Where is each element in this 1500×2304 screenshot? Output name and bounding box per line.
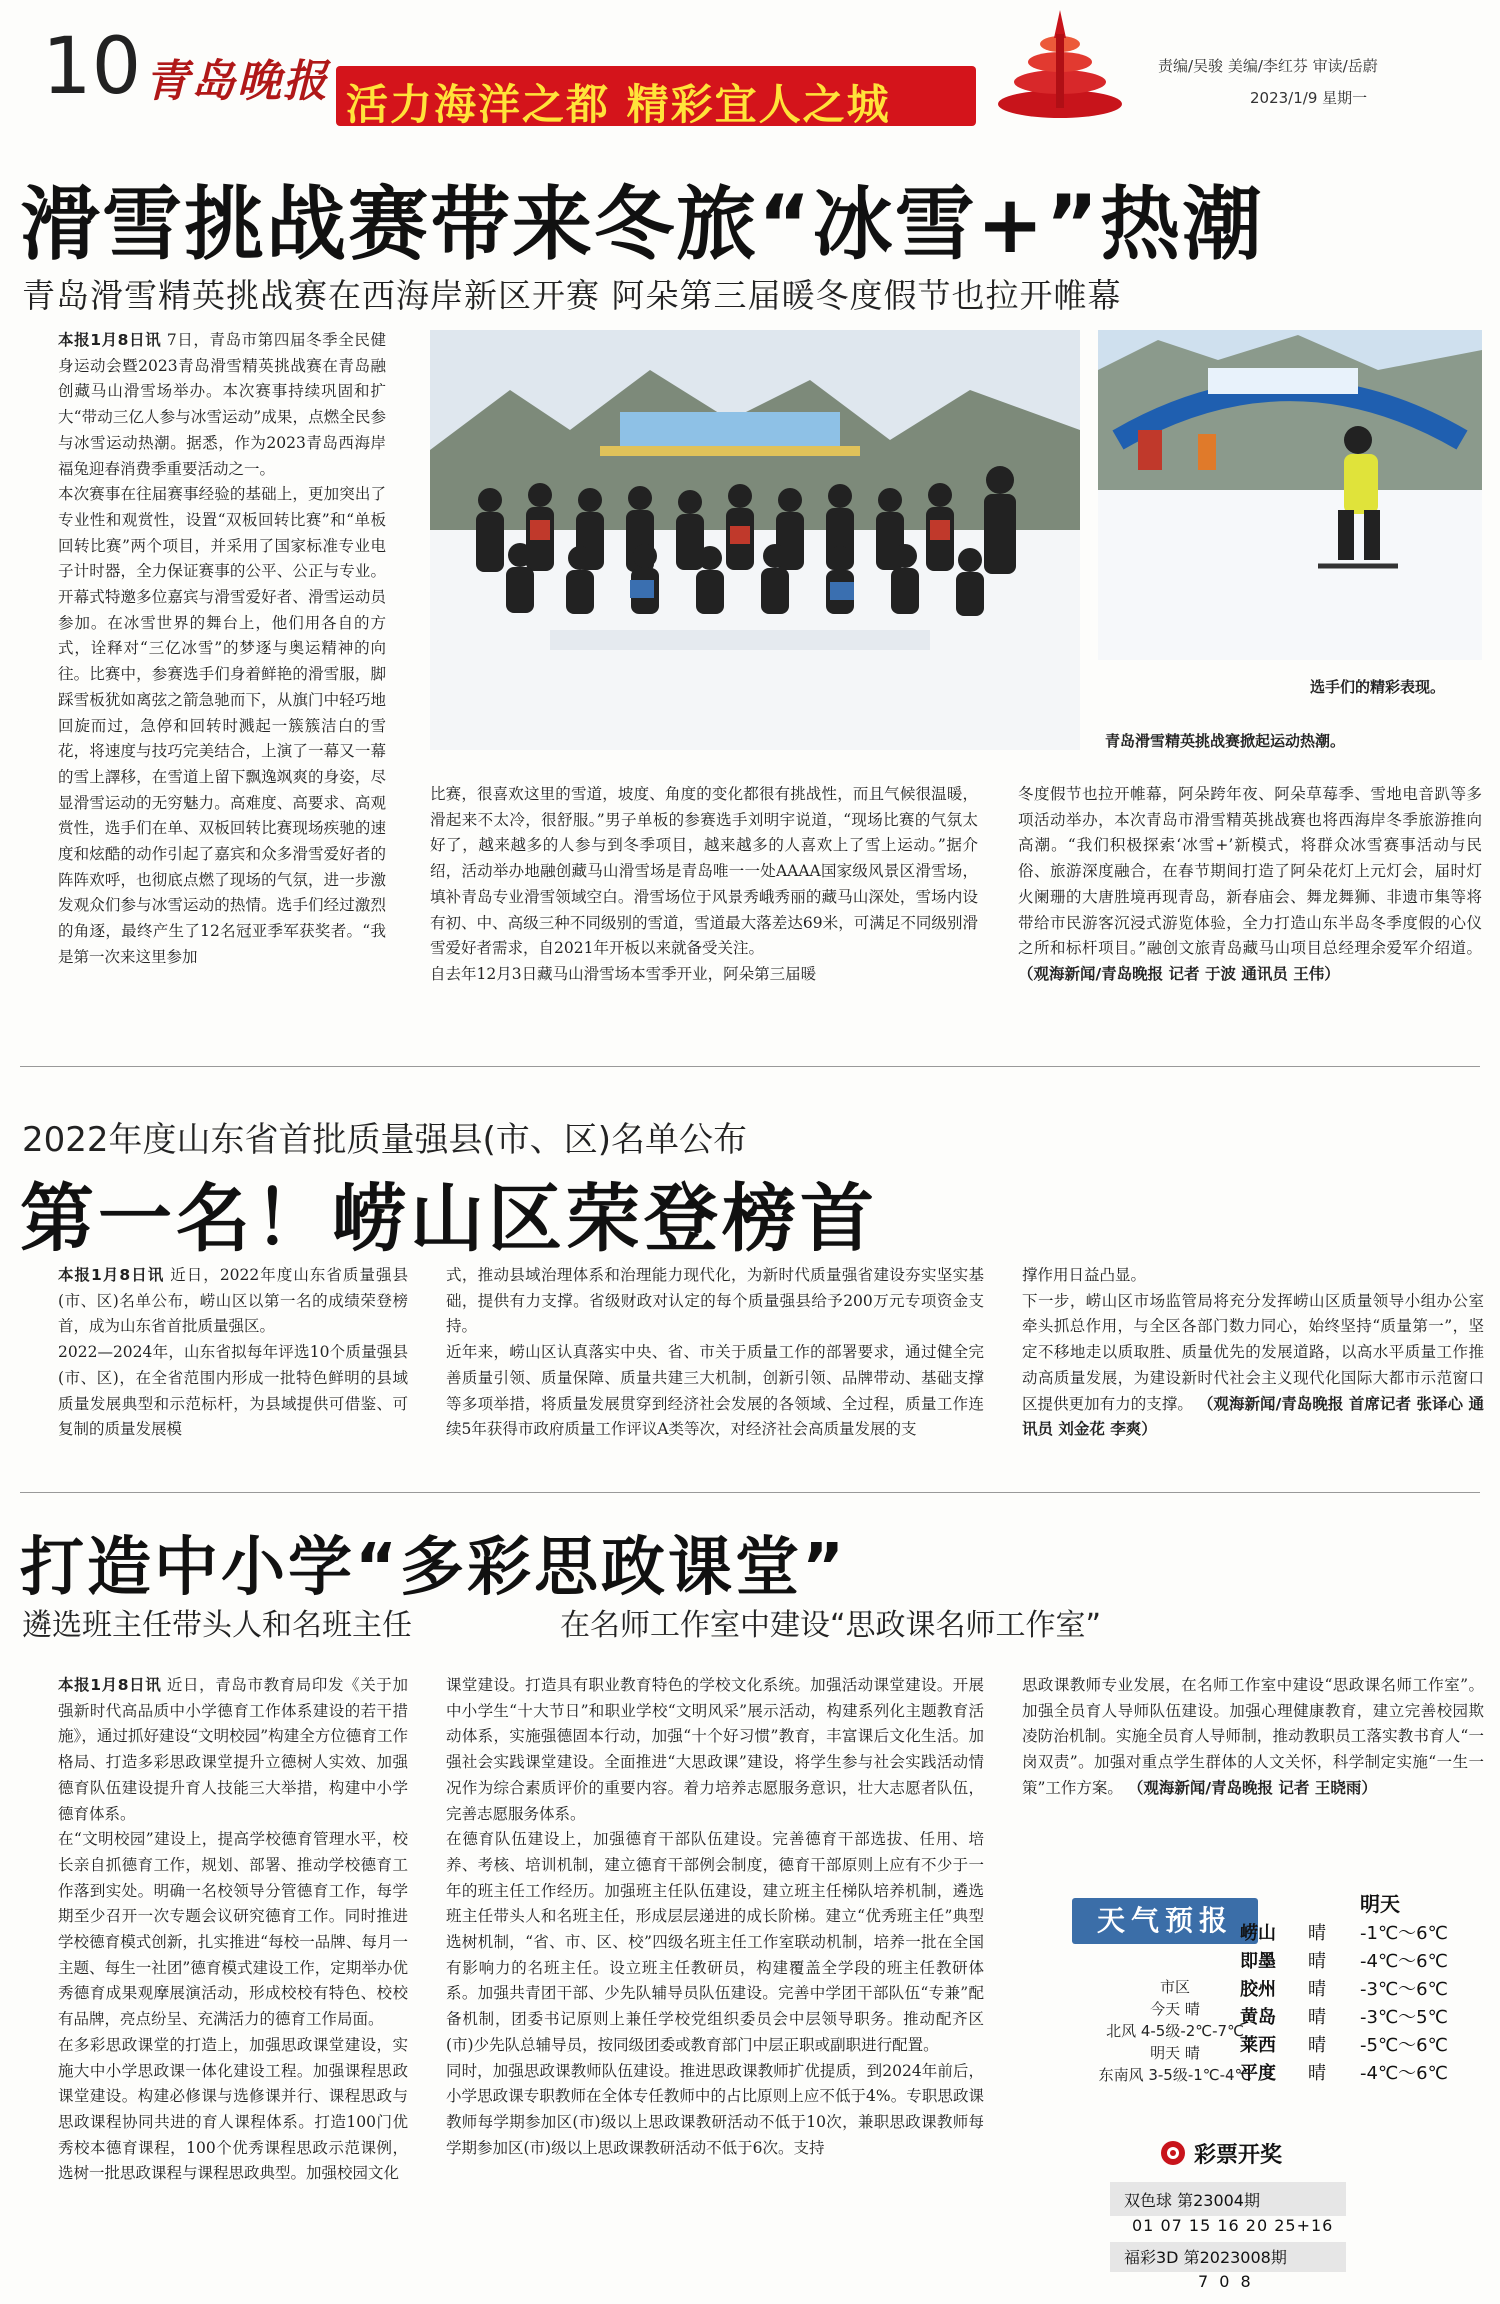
story3-column-2: 课堂建设。打造具有职业教育特色的学校文化系统。加强活动课堂建设。开展中小学生“十大节日”和职业学校“文明风采”展示活动，构建系列化主题教育活动体系，实施强德固本行动，加强“十个好习惯”教育，丰富课后文化生活。加强社会实践课堂建设。全面推进“大思政课”建设，将学生参与社会实践活动情况作为综合素质评价的重要内容。着力培养志愿服务意识，壮大志愿者队伍，完善志愿服务体系。 在德育队伍建设上，加强德育干部队伍建设。完善德育干部选拔、任用、培养、考核、培训机制，建立德育干部例会制度，德育干部原则上应有不少于一年的班主任工作经历。加强班主任队伍建设，建立班主任梯队培养机制，遴选班主任带头人和名班主任，形成层层递进的成长阶梯。建立“优秀班主任”典型选树机制，“省、市、区、校”四级名班主任工作室联动机制，培养一批在全国有影响力的名班主任。设立班主任教研员，构建覆盖全学段的班主任教研体系。加强共青团干部、少先队辅导员队伍建设。完善中学团干部队伍“专兼”配备机制，团委书记原则上兼任学校党组织委员会中层领导职务。推动配齐区(市)少先队总辅导员，按同级团委或教育部门中层正职或副职进行配置。 同时，加强思政课教师队伍建设。推进思政课教师扩优提质，到2024年前后，小学思政课专职教师在全体专任教师中的占比原则上应不低于4%。专职思政课教师每学期参加区(市)级以上思政课教研活动不低于10次，兼职思政课教师每学期参加区(市)级以上思政课教研活动不低于6次。支持 [446,1676,984,2157]
double-color-ball-label: 双色球 第23004期 [1124,2191,1260,2210]
weather-today-label: 今天 晴 [1150,2000,1200,2018]
forecast-temp: -1℃～6℃ [1360,1923,1448,1944]
forecast-weather: 晴 [1308,1979,1326,2000]
fucai-3d-label: 福彩3D 第2023008期 [1124,2248,1287,2267]
forecast-weather: 晴 [1308,1923,1326,1944]
forecast-city: 平度 [1240,2063,1276,2084]
weather-box [1030,1880,1482,2130]
story2-headline: 第一名！崂山区荣登榜首 [20,1176,878,1262]
forecast-city: 莱西 [1240,2035,1276,2056]
story1-body-1: 7日，青岛市第四届冬季全民健身运动会暨2023青岛滑雪精英挑战赛在青岛融创藏马山滑雪场举办。本次赛事持续巩固和扩大“带动三亿人参与冰雪运动”成果，点燃全民参与冰雪运动热潮。据悉，作为2023青岛西海岸福兔迎春消费季重要活动之一。 本次赛事在往届赛事经验的基础上，更加突出了专业性和观赏性，设置“双板回转比赛”和“单板回转比赛”两个项目，并采用了国家标准专业电子计时器，全力保证赛事的公平、公正与专业。开幕式特邀多位嘉宾与滑雪爱好者、滑雪运动员参加。在冰雪世界的舞台上，他们用各自的方式，诠释对“三亿冰雪”的梦逐与奥运精神的向往。比赛中，参赛选手们身着鲜艳的滑雪服，脚踩雪板犹如离弦之箭急驰而下，从旗门中轻巧地回旋而过，急停和回转时溅起一簇簇洁白的雪花，将速度与技巧完美结合，上演了一幕又一幕的雪上譯移，在雪道上留下飘逸飒爽的身姿，尽显滑雪运动的无穷魅力。高难度、高要求、高观赏性，选手们在单、双板回转比赛现场疾驰的速度和炫酷的动作引起了嘉宾和众多滑雪爱好者的阵阵欢呼，也彻底点燃了现场的气氛，进一步激发观众们参与冰雪运动的热情。选手们经过激烈的角逐，最终产生了12名冠亚季军获奖者。“我是第一次来这里参加 [58,331,386,966]
editor-credits: 责编/吴骏 美编/李红芬 审读/岳蔚 [1158,57,1378,75]
weather-tomorrow-label: 明天 [1360,1892,1400,1916]
weather-tomorrow-detail: 东南风 3-5级-1℃-4℃ [1098,2066,1252,2084]
page-number: 10 [42,22,142,112]
forecast-row [1240,2032,1480,2060]
city-logo-icon [990,4,1130,124]
weather-forecast-list [1240,1920,1480,2088]
forecast-temp: -4℃～6℃ [1360,2063,1448,2084]
story1-column-2: 比赛，很喜欢这里的雪道，坡度、角度的变化都很有挑战性，而且气候很温暖，滑起来不太冷，很舒服。”男子单板的参赛选手刘明宇说道，“现场比赛的气氛太好了，越来越多的人参与到冬季项目，越来越多的人喜欢上了雪上运动。”据介绍，活动举办地融创藏马山滑雪场是青岛唯一一处AAAA国家级风景区滑雪场，填补青岛专业滑雪领域空白。滑雪场位于风景秀峨秀丽的藏马山深处，雪场内设有初、中、高级三种不同级别的雪道，雪道最大落差达69米，可满足不同级别滑雪爱好者需求，自2021年开板以来就备受关注。 自去年12月3日藏马山滑雪场本雪季开业，阿朵第三届暖 [430,785,978,983]
story3-dateline: 本报1月8日讯 [58,1676,162,1694]
double-color-ball-numbers: 01 07 15 16 20 25+16 [1132,2216,1334,2235]
forecast-weather: 晴 [1308,2063,1326,2084]
forecast-weather: 晴 [1308,1951,1326,1972]
weather-title: 天气预报 [1072,1898,1258,1944]
forecast-row [1240,2004,1480,2032]
section-divider [20,1492,1480,1493]
lottery-title [1160,2138,1282,2169]
forecast-city: 胶州 [1240,1979,1276,2000]
story3-subheadline-1: 遴选班主任带头人和名班主任 [22,1608,412,1643]
story2-body-1: 近日，2022年度山东省质量强县(市、区)名单公布，崂山区以第一名的成绩荣登榜首，成为山东省首批质量强区。 2022—2024年，山东省拟每年评选10个质量强县(市、区)，在全省范围内形成一批特色鲜明的县域质量发展典型和示范标杆，为县域提供可借鉴、可复制的质量发展模 [58,1266,408,1439]
forecast-city: 黄岛 [1240,2007,1276,2028]
issue-date: 2023/1/9 星期一 [1250,89,1368,107]
story2-byline: （观海新闻/青岛晚报 首席记者 张译心 通讯员 刘金花 李爽） [1022,1394,1484,1439]
forecast-weather: 晴 [1308,2035,1326,2056]
story3-byline: （观海新闻/青岛晚报 记者 王晓雨） [1127,1778,1377,1797]
forecast-city: 即墨 [1240,1951,1276,1972]
group-photo-image [430,330,1080,750]
section-divider [20,1066,1480,1067]
forecast-city: 崂山 [1240,1923,1276,1944]
story2-column-2: 式，推动县域治理体系和治理能力现代化，为新时代质量强省建设夯实坚实基础，提供有力支撑。省级财政对认定的每个质量强县给予200万元专项资金支持。 近年来，崂山区认真落实中央、省、市关于质量工作的部署要求，通过健全完善质量引领、质量保障、质量共建三大机制，创新引领、品牌带动、基础支撑等多项举措，将质量发展贯穿到经济社会发展的各领域、全过程，质量工作连续5年获得市政府质量工作评议A类等次，对经济社会高质量发展的支 [446,1266,984,1439]
forecast-row [1240,2060,1480,2088]
fucai-3d-numbers: 7 0 8 [1198,2272,1254,2291]
lottery-box [1110,2138,1410,2298]
story2-column-3 [1022,1263,1484,1477]
story1-dateline: 本报1月8日讯 [58,331,162,349]
forecast-row [1240,1948,1480,1976]
weather-tomorrow-sublabel: 明天 晴 [1150,2044,1200,2062]
forecast-temp: -5℃～6℃ [1360,2035,1448,2056]
skier-photo-caption: 选手们的精彩表现。 [1310,678,1446,696]
story2-body-3: 撑作用日益凸显。 下一步，崂山区市场监管局将充分发挥崂山区质量领导小组办公室牵头抓总作用，与全区各部门数力同心，始终坚持“质量第一”，坚定不移地走以质取胜、质量优先的发展道路，以高水平质量工作推动高质量发展，为建设新时代社会主义现代化国际大都市示范窗口区提供更加有力的支撑。 [1022,1266,1484,1413]
weather-today-detail: 北风 4-5级-2℃-7℃ [1106,2022,1244,2040]
story1-body-3: 冬度假节也拉开帷幕，阿朵跨年夜、阿朵草莓季、雪地电音趴等多项活动举办，本次青岛市滑雪精英挑战赛也将西海岸冬季旅游推向高潮。“我们积极探索‘冰雪+’新模式，将群众冰雪赛事活动与民俗、旅游深度融合，在春节期间打造了阿朵花灯上元灯会，届时灯火阑珊的大唐胜境再现青岛，新春庙会、舞龙舞狮、非遗市集等将带给市民游客沉浸式游览体验，全力打造山东半岛冬季度假的心仪之所和标杆项目。”融创文旅青岛藏马山项目总经理余爱军介绍道。 [1018,785,1482,958]
weather-city-label: 市区 [1159,1978,1190,1996]
story2-column-1 [58,1263,408,1477]
story3-body-1: 近日，青岛市教育局印发《关于加强新时代高品质中小学德育工作体系建设的若干措施》，通过抓好建设“文明校园”构建全方位德育工作格局、打造多彩思政课堂提升立德树人实效、加强德育队伍建设提升育人技能三大举措，构建中小学德育体系。 在“文明校园”建设上，提高学校德育管理水平，校长亲自抓德育工作，规划、部署、推动学校德育工作落到实处。明确一名校领导分管德育工作，每学期至少召开一次专题会议研究德育工作。同时推进学校德育模式创新，扎实推进“每校一品牌、每月一主题、每生一社团”德育模式建设工作，定期举办优秀德育成果观摩展演活动，形成校校有特色、校校有品牌，亮点纷呈、充满活力的德育工作局面。 在多彩思政课堂的打造上，加强思政课堂建设，实施大中小学思政课一体化建设工程。加强课程思政课堂建设。构建必修课与选修课并行、课程思政与思政课程协同共进的育人课程体系。打造100门优秀校本德育课程，100个优秀课程思政示范课例，选树一批思政课程与课程思政典型。加强校园文化 [58,1676,408,2183]
story1-column-1 [58,328,386,1000]
slogan: 活力海洋之都 精彩宜人之城 [346,80,891,129]
forecast-weather: 晴 [1308,2007,1326,2028]
forecast-temp: -3℃～6℃ [1360,1979,1448,2000]
skier-photo-image [1098,330,1482,660]
paper-name: 青岛晚报 [145,56,329,107]
story3-column-1 [58,1673,408,2295]
masthead [0,0,1500,140]
group-photo [430,330,1080,750]
story3-subheadline-2: 在名师工作室中建设“思政课名师工作室” [560,1608,1102,1643]
story2-kicker: 2022年度山东省首批质量强县(市、区)名单公布 [22,1120,748,1160]
story1-subheadline: 青岛滑雪精英挑战赛在西海岸新区开赛 阿朵第三届暖冬度假节也拉开帷幕 [22,276,1122,315]
story1-headline: 滑雪挑战赛带来冬旅“冰雪+”热潮 [20,178,1265,271]
forecast-temp: -4℃～6℃ [1360,1951,1448,1972]
skier-photo [1098,330,1482,660]
forecast-row [1240,1976,1480,2004]
forecast-row [1240,1920,1480,1948]
story1-byline: （观海新闻/青岛晚报 记者 于波 通讯员 王伟） [1018,964,1340,983]
story1-column-3 [1018,782,1482,1044]
story2-dateline: 本报1月8日讯 [58,1266,165,1284]
group-photo-caption: 青岛滑雪精英挑战赛掀起运动热潮。 [1105,732,1346,750]
forecast-temp: -3℃～5℃ [1360,2007,1448,2028]
story3-body-3: 思政课教师专业发展，在名师工作室中建设“思政课名师工作室”。加强全员育人导师队伍建设。加强心理健康教育，建立完善校园欺凌防治机制。实施全员育人导师制，推动教职员工落实教书育人“一岗双责”。加强对重点学生群体的人文关怀，科学制定实施“一生一策”工作方案。 [1022,1676,1484,1797]
lottery-title-text: 彩票开奖 [1194,2143,1283,2168]
story3-headline: 打造中小学“多彩思政课堂” [20,1531,848,1605]
story3-column-3 [1022,1673,1484,1843]
